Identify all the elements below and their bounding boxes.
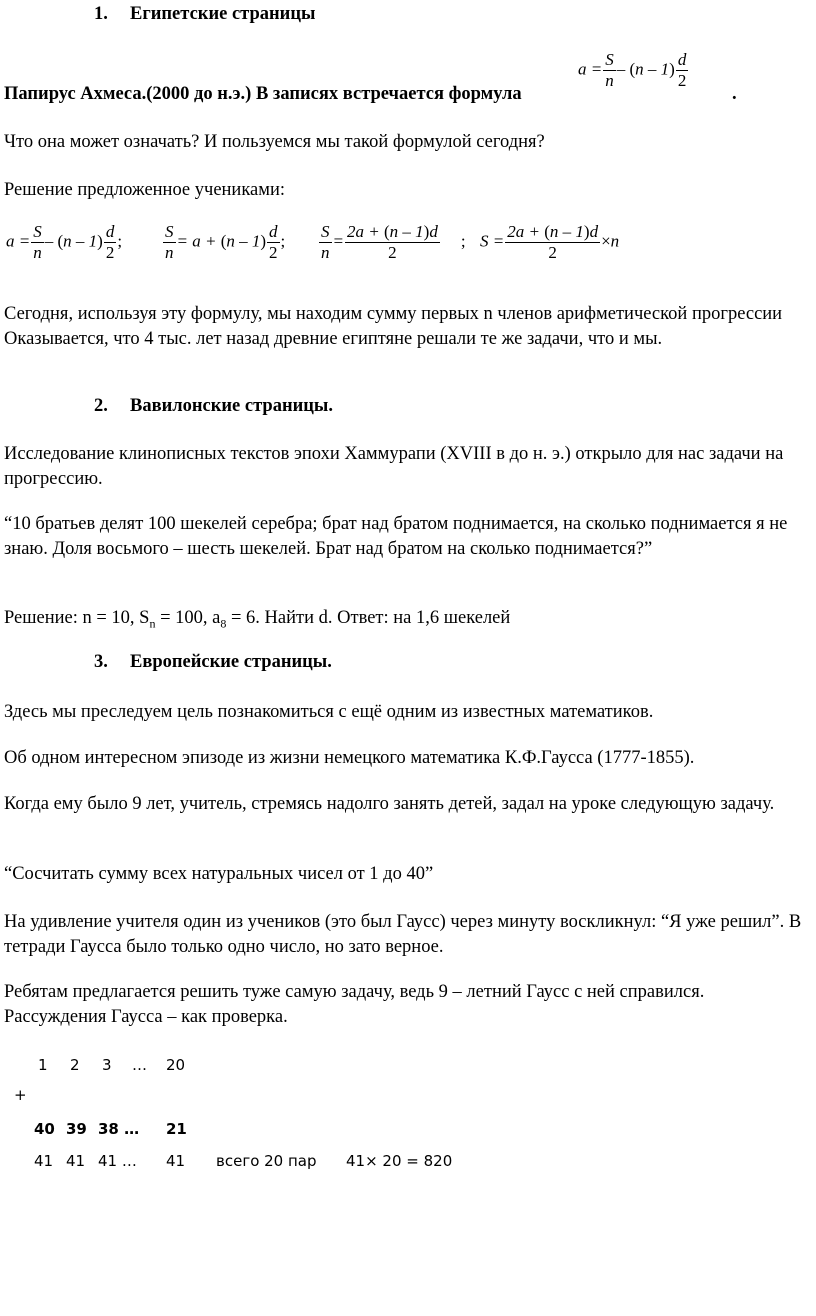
plus-sign: + xyxy=(14,1086,27,1104)
formula-step-3: $\frac{S}{n}$ = $\frac{2a + (n - 1)d}{2}$ ; xyxy=(321,222,466,262)
section-number: 2. xyxy=(94,396,108,416)
section-number: 1. xyxy=(94,4,108,24)
section-3-heading xyxy=(94,652,332,673)
papyrus-line: Папирус Ахмеса.(2000 до н.э.) В записях встречается формула xyxy=(4,84,522,104)
solution-intro: Решение предложенное учениками: xyxy=(4,180,285,200)
task-quote: “Сосчитать сумму всех натуральных чисел от 1 до 40” xyxy=(4,864,434,884)
section-title: Египетские страницы xyxy=(130,4,316,24)
table-cell: 41 xyxy=(166,1152,186,1170)
formula-step-4: S = $\frac{2a + (n - 1)d}{2}$ ×n xyxy=(480,222,620,262)
table-cell: … xyxy=(132,1056,147,1074)
kids-paragraph: Ребятам предлагается решить туже самую задачу, ведь 9 – летний Гаусс с ней справился. Рассуждения Гаусса – как проверка. xyxy=(4,982,705,1027)
pairs-label: всего 20 пар xyxy=(216,1152,317,1170)
section-1-heading xyxy=(94,4,315,25)
section-title: Европейские страницы. xyxy=(130,652,332,672)
table-cell: 41 … xyxy=(98,1152,137,1170)
table-cell: 40 xyxy=(34,1120,55,1138)
surprise-paragraph: На удивление учителя один из учеников (это был Гаусс) через минуту воскликнул: “Я уже решил”. В тетради Гаусса было только одно число, но зато верное. xyxy=(4,912,802,957)
formula-step-1: a = $\frac{S}{n}$ – (n – 1) $\frac{d}{2}$ ; xyxy=(6,222,123,262)
formula-ahmes: a = $\frac{S}{n}$ – (n – 1) $\frac{d}{2}$ xyxy=(578,50,687,90)
table-cell: 2 xyxy=(70,1056,80,1074)
table-cell: 21 xyxy=(166,1120,187,1138)
babylon-solution: Решение: n = 10, $S_n = 100$, $a_8 = 6$. Найти d. Ответ: на 1,6 шекелей xyxy=(4,608,511,631)
table-cell: 1 xyxy=(38,1056,48,1074)
today-paragraph: Сегодня, используя эту формулу, мы находим сумму первых n членов арифметической прогрессии Оказывается, что 4 тыс. лет назад древние египтяне решали те же задачи, что и мы. xyxy=(4,304,783,349)
babylon-paragraph: Исследование клинописных текстов эпохи Хаммурапи (XVIII в до н. э.) открыло для нас задачи на прогрессию. xyxy=(4,444,784,489)
section-title: Вавилонские страницы. xyxy=(130,396,334,416)
formula-step-2: $\frac{S}{n}$ = a + (n – 1) $\frac{d}{2}$ ; xyxy=(165,222,286,262)
brothers-quote: “10 братьев делят 100 шекелей серебра; брат над братом поднимается, на сколько поднимается я не знаю. Доля восьмого – шесть шекелей. Брат над братом на сколько поднимается?” xyxy=(4,514,788,559)
table-cell: 3 xyxy=(102,1056,112,1074)
semicolon: ; xyxy=(117,231,123,251)
table-cell: 39 xyxy=(66,1120,87,1138)
formula-period: . xyxy=(732,84,737,104)
table-cell: 41 xyxy=(34,1152,54,1170)
table-cell: 20 xyxy=(166,1056,186,1074)
table-cell: 41 xyxy=(66,1152,86,1170)
gauss-table xyxy=(0,1056,816,1186)
semicolon: ; xyxy=(280,231,286,251)
result-label: 41× 20 = 820 xyxy=(346,1152,453,1170)
semicolon: ; xyxy=(460,231,466,251)
question: Что она может означать? И пользуемся мы такой формулой сегодня? xyxy=(4,132,545,152)
gauss-episode: Об одном интересном эпизоде из жизни немецкого математика К.Ф.Гаусса (1777-1855). xyxy=(4,748,695,768)
table-cell: 38 … xyxy=(98,1120,140,1138)
europe-goal: Здесь мы преследуем цель познакомиться с ещё одним из известных математиков. xyxy=(4,702,654,722)
gauss-age: Когда ему было 9 лет, учитель, стремясь надолго занять детей, задал на уроке следующую задачу. xyxy=(4,794,775,814)
section-2-heading xyxy=(94,396,333,417)
section-number: 3. xyxy=(94,652,108,672)
